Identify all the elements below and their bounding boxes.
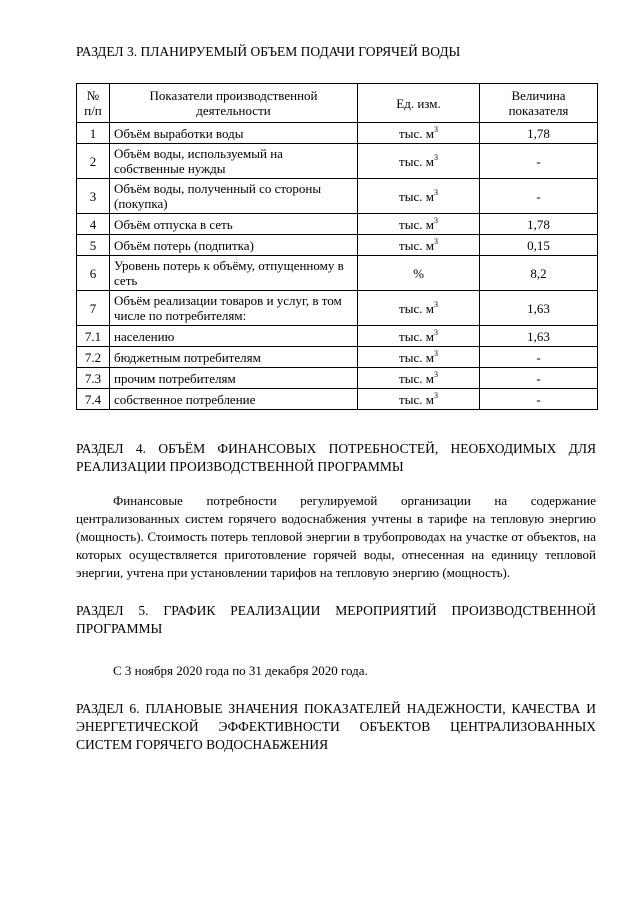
section-5-text: С 3 ноября 2020 года по 31 декабря 2020 года.	[113, 663, 368, 678]
row-value: 0,15	[480, 235, 598, 256]
row-name: Объём отпуска в сеть	[110, 214, 358, 235]
header-unit: Ед. изм.	[358, 84, 480, 123]
row-unit: тыс. $м^3$	[358, 214, 480, 235]
row-num: 3	[77, 179, 110, 214]
row-num: 7.4	[77, 389, 110, 410]
row-unit: тыс. $м^3$	[358, 144, 480, 179]
row-name: Объём реализации товаров и услуг, в том числе по потребителям:	[110, 291, 358, 326]
row-num: 7.3	[77, 368, 110, 389]
row-name: бюджетным потребителям	[110, 347, 358, 368]
row-unit: тыс. $м^3$	[358, 179, 480, 214]
header-num: № п/п	[77, 84, 110, 123]
row-value: 8,2	[480, 256, 598, 291]
table-row	[77, 291, 598, 326]
header-value: Величина показателя	[480, 84, 598, 123]
section-3-title: РАЗДЕЛ 3. ПЛАНИРУЕМЫЙ ОБЪЕМ ПОДАЧИ ГОРЯЧЕЙ ВОДЫ	[76, 44, 461, 59]
document-page	[76, 38, 596, 754]
section-4-text: Финансовые потребности регулируемой организации на содержание централизованных систем горячего водоснабжения учтены в тарифе на тепловую энергию (мощность). Стоимость потерь тепловой энергии в трубопроводах на участке от объектов, на которых осуществляется приготовление горячей воды, отнесенная на единицу тепловой энергии, учтена при установлении тарифов на тепловую энергию (мощность).	[76, 493, 596, 580]
row-num: 7.1	[77, 326, 110, 347]
table-row	[77, 347, 598, 368]
table-row	[77, 123, 598, 144]
row-unit: %	[358, 256, 480, 291]
row-value: 1,78	[480, 123, 598, 144]
table-row	[77, 144, 598, 179]
header-indicator: Показатели производственной деятельности	[110, 84, 358, 123]
section-5-title: РАЗДЕЛ 5. ГРАФИК РЕАЛИЗАЦИИ МЕРОПРИЯТИЙ ПРОИЗВОДСТВЕННОЙ ПРОГРАММЫ	[76, 603, 596, 636]
row-value: -	[480, 144, 598, 179]
table-header-row	[77, 84, 598, 123]
row-value: -	[480, 179, 598, 214]
row-unit: тыс. $м^3$	[358, 368, 480, 389]
row-unit: тыс. $м^3$	[358, 123, 480, 144]
row-name: Объём воды, используемый на собственные нужды	[110, 144, 358, 179]
row-num: 7.2	[77, 347, 110, 368]
row-value: -	[480, 368, 598, 389]
row-num: 5	[77, 235, 110, 256]
table-row	[77, 368, 598, 389]
table-row	[77, 235, 598, 256]
row-num: 6	[77, 256, 110, 291]
row-name: прочим потребителям	[110, 368, 358, 389]
row-value: 1,78	[480, 214, 598, 235]
section-4-title: РАЗДЕЛ 4. ОБЪЁМ ФИНАНСОВЫХ ПОТРЕБНОСТЕЙ, НЕОБХОДИМЫХ ДЛЯ РЕАЛИЗАЦИИ ПРОИЗВОДСТВЕННОЙ ПРОГРАММЫ	[76, 441, 596, 474]
row-unit: тыс. $м^3$	[358, 235, 480, 256]
row-name: населению	[110, 326, 358, 347]
table-row	[77, 214, 598, 235]
row-value: -	[480, 347, 598, 368]
row-num: 2	[77, 144, 110, 179]
row-unit: тыс. $м^3$	[358, 389, 480, 410]
section-6-title: РАЗДЕЛ 6. ПЛАНОВЫЕ ЗНАЧЕНИЯ ПОКАЗАТЕЛЕЙ НАДЕЖНОСТИ, КАЧЕСТВА И ЭНЕРГЕТИЧЕСКОЙ ЭФФЕКТИВНОСТИ ОБЪЕКТОВ ЦЕНТРАЛИЗОВАННЫХ СИСТЕМ ГОРЯЧЕГО ВОДОСНАБЖЕНИЯ	[76, 701, 596, 752]
row-num: 7	[77, 291, 110, 326]
water-supply-table	[76, 83, 598, 410]
table-row	[77, 326, 598, 347]
row-name: Объём выработки воды	[110, 123, 358, 144]
row-name: собственное потребление	[110, 389, 358, 410]
row-value: -	[480, 389, 598, 410]
row-unit: тыс. $м^3$	[358, 326, 480, 347]
row-name: Объём воды, полученный со стороны (покупка)	[110, 179, 358, 214]
row-value: 1,63	[480, 291, 598, 326]
row-unit: тыс. $м^3$	[358, 291, 480, 326]
row-num: 1	[77, 123, 110, 144]
table-row	[77, 389, 598, 410]
row-value: 1,63	[480, 326, 598, 347]
row-name: Уровень потерь к объёму, отпущенному в сеть	[110, 256, 358, 291]
row-name: Объём потерь (подпитка)	[110, 235, 358, 256]
table-row	[77, 179, 598, 214]
table-row	[77, 256, 598, 291]
row-unit: тыс. $м^3$	[358, 347, 480, 368]
row-num: 4	[77, 214, 110, 235]
